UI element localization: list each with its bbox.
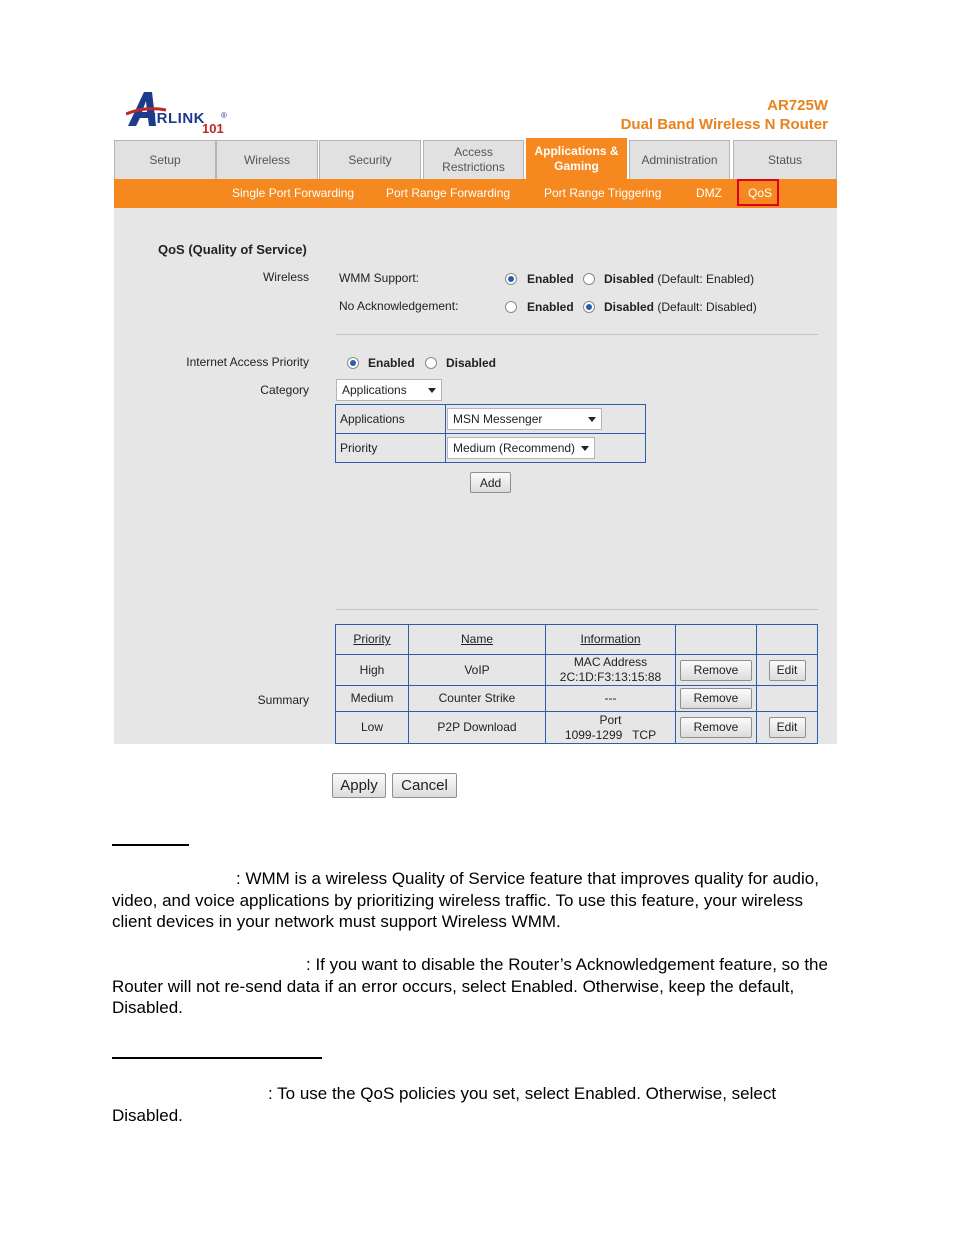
table-row-edit-cell — [756, 654, 818, 686]
add-button[interactable]: Add — [470, 472, 511, 493]
applications-select[interactable]: MSN Messenger — [447, 408, 602, 430]
chevron-down-icon — [588, 417, 596, 422]
table-row-priority: Medium — [335, 685, 409, 712]
information-column-header[interactable]: Information — [545, 624, 676, 655]
subtab-qos[interactable]: QoS — [748, 186, 773, 200]
chevron-down-icon — [581, 446, 589, 451]
edit-column-header — [756, 624, 818, 655]
noack-disabled-radio[interactable] — [583, 301, 595, 313]
name-column-header[interactable]: Name — [408, 624, 546, 655]
sub-tabs — [114, 179, 837, 208]
model-name: AR725W — [767, 97, 828, 114]
noack-disabled-label: Disabled (Default: Disabled) — [604, 300, 757, 314]
cancel-button[interactable]: Cancel — [392, 773, 457, 798]
remove-button[interactable]: Remove — [680, 660, 752, 681]
tab-wireless[interactable]: Wireless — [216, 140, 318, 179]
router-subtitle: Dual Band Wireless N Router — [620, 116, 828, 133]
noack-enabled-label: Enabled — [527, 300, 574, 314]
iap-disabled-label: Disabled — [446, 356, 497, 370]
heading-underline — [112, 1057, 322, 1059]
noack-enabled-radio[interactable] — [505, 301, 517, 313]
internet-access-priority-label: Internet Access Priority — [186, 355, 309, 369]
tab-administration[interactable]: Administration — [629, 140, 730, 179]
category-select[interactable]: Applications — [336, 379, 442, 401]
remove-button[interactable]: Remove — [680, 688, 752, 709]
summary-label: Summary — [257, 693, 309, 707]
divider — [336, 609, 818, 610]
wmm-enabled-radio[interactable] — [505, 273, 517, 285]
logo-registered-mark: ® — [221, 111, 227, 120]
edit-button[interactable]: Edit — [769, 660, 806, 681]
applications-label-cell: Applications — [335, 404, 446, 434]
wmm-support-label: WMM Support: — [339, 271, 420, 285]
apply-button[interactable]: Apply — [332, 773, 386, 798]
qos-panel — [114, 208, 837, 744]
iap-enabled-label: Enabled — [368, 356, 415, 370]
table-row-priority: High — [335, 654, 409, 686]
table-row-edit-cell — [756, 711, 818, 744]
divider — [336, 334, 818, 335]
qos-title: QoS (Quality of Service) — [158, 242, 307, 257]
tab-security[interactable]: Security — [319, 140, 421, 179]
no-ack-description: : If you want to disable the Router’s Acknowledgement feature, so the Router will not re-send data if an error occurs, select Enabled. Otherwise, keep the default, Disabled. — [112, 955, 828, 1017]
wireless-label: Wireless — [262, 270, 309, 284]
remove-button[interactable]: Remove — [680, 717, 752, 738]
wmm-disabled-label: Disabled (Default: Enabled) — [604, 272, 755, 286]
iap-disabled-radio[interactable] — [425, 357, 437, 369]
iap-description: : To use the QoS policies you set, select Enabled. Otherwise, select Disabled. — [112, 1084, 777, 1125]
no-ack-label: No Acknowledgement: — [339, 299, 459, 313]
table-row-info: MAC Address 2C:1D:F3:13:15:88 — [545, 654, 676, 686]
table-row-edit-cell — [756, 685, 818, 712]
category-label: Category — [260, 383, 309, 397]
table-row-priority: Low — [335, 711, 409, 744]
logo-word: IRLINK — [152, 110, 205, 127]
priority-select[interactable]: Medium (Recommend) — [447, 437, 595, 459]
remove-column-header — [675, 624, 757, 655]
subtab-single-port-forwarding[interactable]: Single Port Forwarding — [232, 186, 355, 200]
table-row-remove-cell — [675, 654, 757, 686]
table-row-remove-cell — [675, 711, 757, 744]
wmm-disabled-radio[interactable] — [583, 273, 595, 285]
subtab-dmz[interactable]: DMZ — [696, 186, 722, 200]
wmm-enabled-label: Enabled — [527, 272, 574, 286]
table-row-info: Port 1099-1299 TCP — [545, 711, 676, 744]
table-row-name: Counter Strike — [408, 685, 546, 712]
priority-column-header[interactable]: Priority — [335, 624, 409, 655]
heading-underline — [112, 844, 189, 846]
iap-enabled-radio[interactable] — [347, 357, 359, 369]
table-row-name: P2P Download — [408, 711, 546, 744]
tab-status[interactable]: Status — [733, 140, 837, 179]
priority-label-cell: Priority — [335, 433, 446, 463]
edit-button[interactable]: Edit — [769, 717, 806, 738]
wmm-description: : WMM is a wireless Quality of Service feature that improves quality for audio, video, and voice applications by prioritizing wireless traffic. To use this feature, your wireless client devices in your network must support Wireless WMM. — [112, 869, 819, 931]
table-row-name: VoIP — [408, 654, 546, 686]
logo-number: 101 — [202, 121, 224, 136]
subtab-port-range-triggering[interactable]: Port Range Triggering — [544, 186, 662, 200]
table-row-remove-cell — [675, 685, 757, 712]
tab-access-restrictions[interactable]: Access Restrictions — [423, 140, 524, 179]
chevron-down-icon — [428, 388, 436, 393]
subtab-port-range-forwarding[interactable]: Port Range Forwarding — [386, 186, 511, 200]
main-tabs — [114, 140, 837, 179]
tab-setup[interactable]: Setup — [114, 140, 216, 179]
table-row-info: --- — [545, 685, 676, 712]
qos-highlight-box — [737, 179, 779, 206]
tab-applications-gaming[interactable]: Applications & Gaming — [526, 138, 627, 179]
